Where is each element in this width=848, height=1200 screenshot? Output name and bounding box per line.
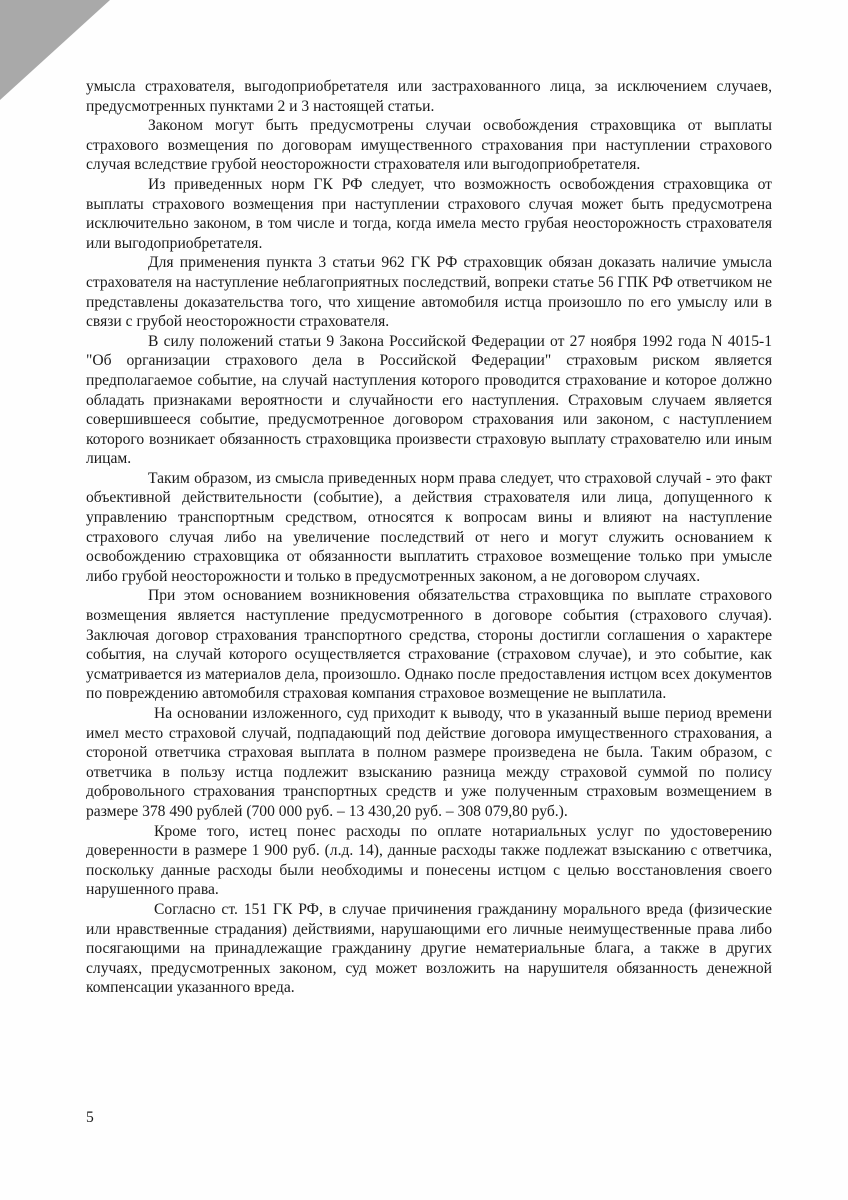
paragraph: Из приведенных норм ГК РФ следует, что возможность освобождения страховщика от выплаты страхового возмещения при наступлении страхового случая может быть предусмотрена исключительно законом, в том числе и тогда, когда имела место грубая неосторожность страхователя или выгодоприобретателя. [86,175,772,252]
paragraph: Законом могут быть предусмотрены случаи освобождения страховщика от выплаты страхового возмещения по договорам имущественного страхования при наступлении страхового случая вследствие грубой неосторожности страхователя или выгодоприобретателя. [86,117,772,174]
document-body [86,77,772,998]
paragraph: умысла страхователя, выгодоприобретателя или застрахованного лица, за исключением случаев, предусмотренных пунктами 2 и 3 настоящей статьи. [86,78,772,115]
paragraph: При этом основанием возникновения обязательства страховщика по выплате страхового возмещения является наступление предусмотренного в договоре события (страхового случая). Заключая договор страхования транспортного средства, стороны достигли соглашения о характере события, на случай которого осуществляется страхование (страховом случае), и это событие, как усматривается из материалов дела, произошло. Однако после предоставления истцом всех документов по повреждению автомобиля страховая компания страховое возмещение не выплатила. [86,587,772,703]
page-number: 5 [86,1109,94,1126]
paragraph: Таким образом, из смысла приведенных норм права следует, что страховой случай - это факт объективной действительности (событие), а действия страхователя или лица, допущенного к управлению транспортным средством, относятся к вопросам вины и влияют на наступление страхового случая либо на увеличение последствий от него и могут служить основанием к освобождению страховщика от обязанности выплатить страховое возмещение только при умысле либо грубой неосторожности и только в предусмотренных законом, а не договором случаях. [86,469,772,585]
paragraph: В силу положений статьи 9 Закона Российской Федерации от 27 ноября 1992 года N 4015-1 "Об организации страхового дела в Российской Федерации" страховым риском является предполагаемое событие, на случай наступления которого проводится страхование и которое должно обладать признаками вероятности и случайности его наступления. Страховым случаем является совершившееся событие, предусмотренное договором страхования или законом, с наступлением которого возникает обязанность страховщика произвести страховую выплату страхователю или иным лицам. [86,332,772,468]
paragraph: На основании изложенного, суд приходит к выводу, что в указанный выше период времени имел место страховой случай, подпадающий под действие договора имущественного страхования, а стороной ответчика страховая выплата в полном размере произведена не была. Таким образом, с ответчика в пользу истца подлежит взысканию разница между страховой суммой по полису добровольного страхования транспортных средств и уже полученным страховым возмещением в размере 378 490 рублей (700 000 руб. – 13 430,20 руб. – 308 079,80 руб.). [86,705,772,820]
paragraph: Кроме того, истец понес расходы по оплате нотариальных услуг по удостоверению доверенности в размере 1 900 руб. (л.д. 14), данные расходы также подлежат взысканию с ответчика, поскольку данные расходы были необходимы и понесены истцом с целью восстановления своего нарушенного права. [86,822,772,899]
paragraph: Для применения пункта 3 статьи 962 ГК РФ страховщик обязан доказать наличие умысла страхователя на наступление неблагоприятных последствий, вопреки статье 56 ГПК РФ ответчиком не представлены доказательства того, что хищение автомобиля истца произошло по его умыслу или в связи с грубой неосторожности страхователя. [86,254,772,331]
paragraph: Согласно ст. 151 ГК РФ, в случае причинения гражданину морального вреда (физические или нравственные страдания) действиями, нарушающими его личные неимущественные права либо посягающими на принадлежащие гражданину другие нематериальные блага, а также в других случаях, предусмотренных законом, суд может возложить на нарушителя обязанность денежной компенсации указанного вреда. [86,900,772,997]
